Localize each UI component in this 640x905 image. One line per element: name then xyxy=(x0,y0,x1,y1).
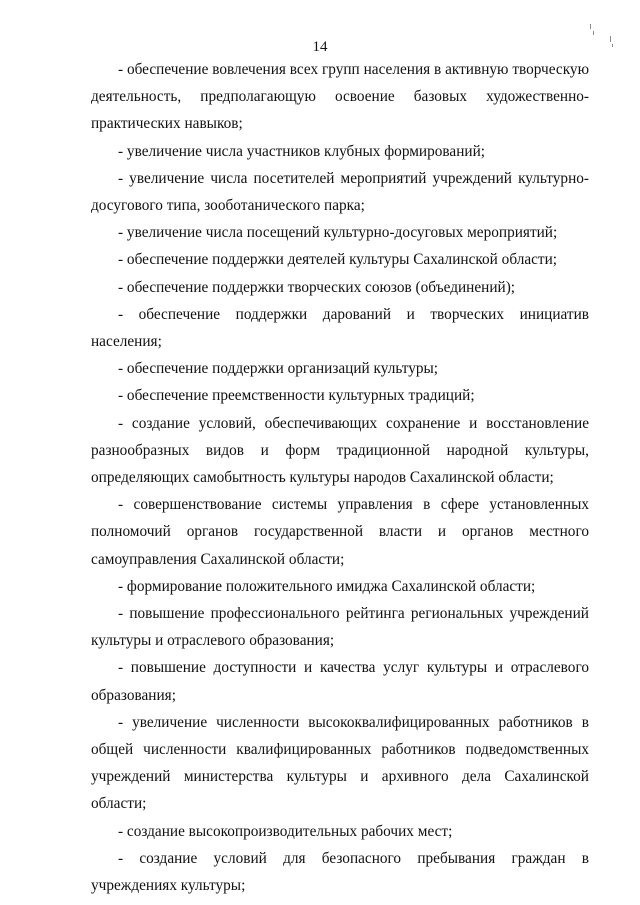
scan-artifact-marks xyxy=(588,24,618,54)
list-item: - создание условий, обеспечивающих сохранение и восстановление разнообразных видов и форм традиционной народной культуры, определяющих самобытность культуры народов Сахалинской области; xyxy=(91,414,589,487)
list-item: - обеспечение поддержки деятелей культуры Сахалинской области; xyxy=(118,251,558,269)
list-item: - создание высокопроизводительных рабочих мест; xyxy=(118,822,453,840)
list-item: - повышение профессионального рейтинга региональных учреждений культуры и отраслевого образования; xyxy=(91,605,589,650)
list-item: - обеспечение поддержки дарований и творческих инициатив населения; xyxy=(91,305,589,351)
list-item: - увеличение численности высококвалифицированных работников в общей численности квалифицированных работников подведомственных учреждений министерства культуры и архивного дела Сахалинской области; xyxy=(91,713,589,813)
list-item: - формирование положительного имиджа Сахалинской области; xyxy=(118,577,536,595)
list-item: - совершенствование системы управления в сфере установленных полномочий органов государственной власти и органов местного самоуправления Сахалинской области; xyxy=(91,496,589,568)
list-item: - обеспечение поддержки организаций культуры; xyxy=(118,360,439,378)
list-item: - увеличение числа посещений культурно-досуговых мероприятий; xyxy=(118,224,558,242)
list-item: - увеличение числа участников клубных формирований; xyxy=(118,142,486,160)
list-item: - увеличение числа посетителей мероприятий учреждений культурно-досугового типа, зооботанического парка; xyxy=(91,169,589,215)
list-item: - обеспечение преемственности культурных традиций; xyxy=(118,387,475,405)
list-item: - создание условий для безопасного пребывания граждан в учреждениях культуры; xyxy=(91,849,589,895)
document-body xyxy=(91,56,589,899)
list-item: - обеспечение вовлечения всех групп населения в активную творческую деятельность, предполагающую освоение базовых художественно-практических навыков; xyxy=(91,61,589,133)
list-item: - обеспечение поддержки творческих союзов (объединений); xyxy=(118,278,516,296)
page-number: 14 xyxy=(312,39,328,55)
list-item: - повышение доступности и качества услуг культуры и отраслевого образования; xyxy=(91,659,589,704)
